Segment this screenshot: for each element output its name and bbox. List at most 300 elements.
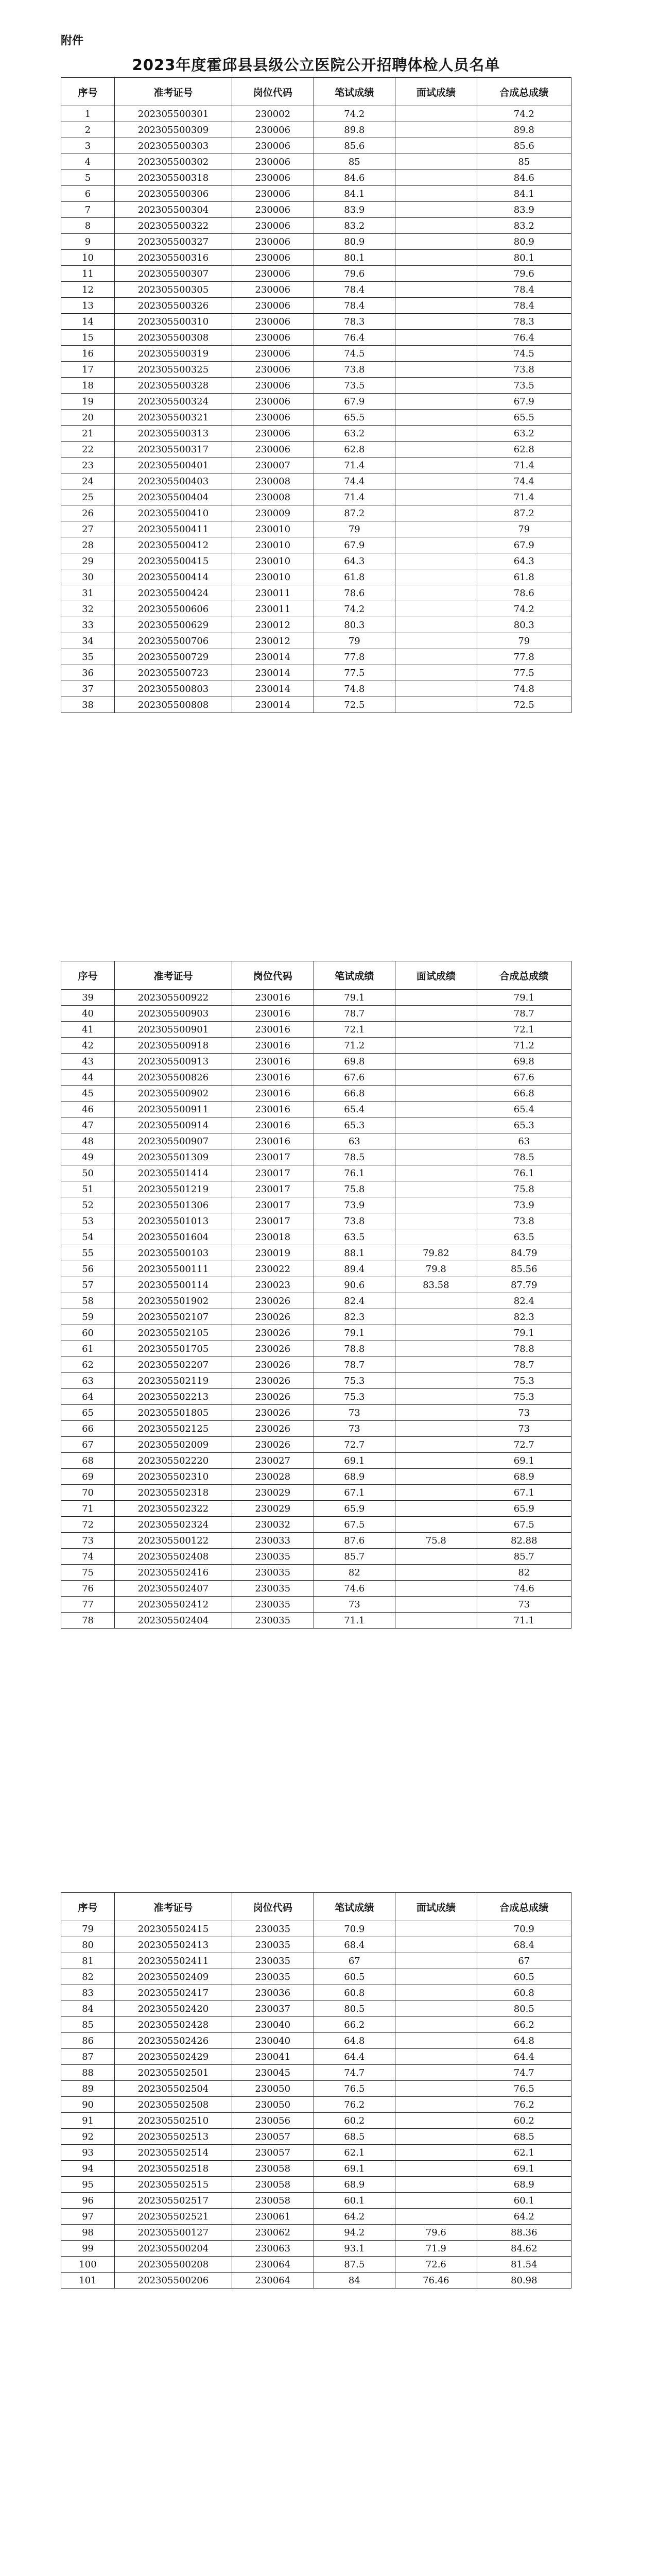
cell-total: 76.2 [477, 2097, 571, 2113]
cell-written: 73.8 [314, 1213, 395, 1229]
cell-ticket: 202305502324 [115, 1517, 232, 1533]
cell-interview: 76.46 [395, 2273, 477, 2289]
col-header-interview: 面试成绩 [395, 961, 477, 990]
cell-written: 80.5 [314, 2001, 395, 2017]
cell-written: 71.2 [314, 1038, 395, 1054]
cell-post-code: 230017 [232, 1213, 314, 1229]
cell-seq: 25 [61, 489, 115, 505]
cell-post-code: 230009 [232, 505, 314, 521]
table-row [61, 1501, 571, 1517]
cell-written: 62.8 [314, 442, 395, 457]
cell-written: 83.9 [314, 202, 395, 218]
table-row [61, 378, 571, 394]
table-row [61, 505, 571, 521]
cell-seq: 87 [61, 2049, 115, 2065]
cell-written: 94.2 [314, 2225, 395, 2241]
cell-total: 84.1 [477, 186, 571, 202]
cell-interview: 72.6 [395, 2257, 477, 2273]
cell-interview [395, 2033, 477, 2049]
cell-total: 78.3 [477, 314, 571, 330]
cell-seq: 37 [61, 681, 115, 697]
cell-interview [395, 489, 477, 505]
cell-written: 68.5 [314, 2129, 395, 2145]
cell-written: 74.2 [314, 601, 395, 617]
cell-ticket: 202305502105 [115, 1325, 232, 1341]
cell-seq: 76 [61, 1581, 115, 1597]
cell-interview [395, 1921, 477, 1937]
cell-interview [395, 1070, 477, 1086]
cell-ticket: 202305502504 [115, 2081, 232, 2097]
cell-interview [395, 202, 477, 218]
cell-interview [395, 1405, 477, 1421]
cell-seq: 92 [61, 2129, 115, 2145]
cell-written: 87.5 [314, 2257, 395, 2273]
cell-ticket: 202305500911 [115, 1101, 232, 1117]
cell-ticket: 202305500326 [115, 298, 232, 314]
cell-total: 61.8 [477, 569, 571, 585]
cell-post-code: 230011 [232, 601, 314, 617]
col-header-seq: 序号 [61, 78, 115, 106]
table-row [61, 346, 571, 362]
cell-seq: 96 [61, 2193, 115, 2209]
table-row [61, 1117, 571, 1133]
cell-total: 74.8 [477, 681, 571, 697]
cell-seq: 30 [61, 569, 115, 585]
cell-interview [395, 250, 477, 266]
cell-written: 67.6 [314, 1070, 395, 1086]
cell-written: 69.8 [314, 1054, 395, 1070]
cell-seq: 39 [61, 990, 115, 1006]
cell-total: 71.2 [477, 1038, 571, 1054]
cell-interview [395, 346, 477, 362]
table-header-row [61, 961, 571, 990]
cell-post-code: 230008 [232, 489, 314, 505]
table-row [61, 2081, 571, 2097]
cell-post-code: 230010 [232, 537, 314, 553]
cell-written: 74.8 [314, 681, 395, 697]
table-row [61, 1325, 571, 1341]
cell-post-code: 230006 [232, 330, 314, 346]
cell-total: 80.9 [477, 234, 571, 250]
cell-post-code: 230026 [232, 1405, 314, 1421]
cell-interview [395, 505, 477, 521]
cell-seq: 2 [61, 122, 115, 138]
cell-total: 65.9 [477, 1501, 571, 1517]
cell-post-code: 230064 [232, 2273, 314, 2289]
table-row [61, 1613, 571, 1629]
cell-interview [395, 1213, 477, 1229]
cell-written: 63 [314, 1133, 395, 1149]
cell-total: 79.6 [477, 266, 571, 282]
cell-total: 79.1 [477, 990, 571, 1006]
cell-interview [395, 1197, 477, 1213]
cell-written: 72.1 [314, 1022, 395, 1038]
cell-interview [395, 186, 477, 202]
cell-interview [395, 1309, 477, 1325]
table-row [61, 1373, 571, 1389]
cell-post-code: 230014 [232, 665, 314, 681]
cell-post-code: 230016 [232, 990, 314, 1006]
cell-seq: 35 [61, 649, 115, 665]
table-row [61, 2225, 571, 2241]
cell-ticket: 202305500316 [115, 250, 232, 266]
cell-interview [395, 1985, 477, 2001]
table-row [61, 202, 571, 218]
cell-ticket: 202305502413 [115, 1937, 232, 1953]
cell-total: 67.5 [477, 1517, 571, 1533]
table-row [61, 1054, 571, 1070]
cell-post-code: 230006 [232, 282, 314, 298]
cell-seq: 89 [61, 2081, 115, 2097]
cell-post-code: 230026 [232, 1389, 314, 1405]
cell-written: 75.3 [314, 1373, 395, 1389]
cell-total: 75.3 [477, 1389, 571, 1405]
cell-seq: 10 [61, 250, 115, 266]
cell-interview [395, 1501, 477, 1517]
cell-ticket: 202305502318 [115, 1485, 232, 1501]
table-row [61, 2257, 571, 2273]
cell-total: 63 [477, 1133, 571, 1149]
cell-ticket: 202305500308 [115, 330, 232, 346]
table-row [61, 1597, 571, 1613]
cell-post-code: 230026 [232, 1293, 314, 1309]
cell-post-code: 230010 [232, 569, 314, 585]
cell-written: 73.9 [314, 1197, 395, 1213]
cell-ticket: 202305500103 [115, 1245, 232, 1261]
cell-ticket: 202305500206 [115, 2273, 232, 2289]
cell-interview [395, 569, 477, 585]
cell-interview [395, 2081, 477, 2097]
cell-post-code: 230035 [232, 1921, 314, 1937]
cell-ticket: 202305502521 [115, 2209, 232, 2225]
cell-seq: 65 [61, 1405, 115, 1421]
table-row [61, 426, 571, 442]
cell-total: 64.2 [477, 2209, 571, 2225]
cell-total: 79 [477, 521, 571, 537]
cell-total: 77.8 [477, 649, 571, 665]
table-row [61, 1165, 571, 1181]
cell-total: 78.4 [477, 298, 571, 314]
table-row [61, 282, 571, 298]
cell-interview [395, 665, 477, 681]
cell-written: 85 [314, 154, 395, 170]
cell-total: 69.1 [477, 2161, 571, 2177]
col-header-total: 合成总成绩 [477, 961, 571, 990]
cell-total: 64.4 [477, 2049, 571, 2065]
cell-ticket: 202305500826 [115, 1070, 232, 1086]
table-row [61, 2049, 571, 2065]
cell-total: 71.4 [477, 489, 571, 505]
cell-seq: 61 [61, 1341, 115, 1357]
cell-written: 89.4 [314, 1261, 395, 1277]
cell-ticket: 202305502420 [115, 2001, 232, 2017]
cell-interview [395, 585, 477, 601]
cell-written: 69.1 [314, 1453, 395, 1469]
candidate-table-part-2 [61, 961, 571, 1629]
cell-total: 78.7 [477, 1357, 571, 1373]
cell-post-code: 230006 [232, 154, 314, 170]
cell-ticket: 202305500723 [115, 665, 232, 681]
table-row [61, 1277, 571, 1293]
cell-written: 78.8 [314, 1341, 395, 1357]
cell-ticket: 202305500317 [115, 442, 232, 457]
col-header-post-code: 岗位代码 [232, 1893, 314, 1921]
cell-written: 67.9 [314, 537, 395, 553]
cell-post-code: 230033 [232, 1533, 314, 1549]
table-row [61, 218, 571, 234]
cell-ticket: 202305500403 [115, 473, 232, 489]
cell-interview [395, 1341, 477, 1357]
table-row [61, 266, 571, 282]
table-row [61, 362, 571, 378]
cell-post-code: 230006 [232, 394, 314, 410]
cell-ticket: 202305502501 [115, 2065, 232, 2081]
cell-written: 65.9 [314, 1501, 395, 1517]
table-row [61, 457, 571, 473]
cell-interview [395, 681, 477, 697]
cell-ticket: 202305500319 [115, 346, 232, 362]
cell-written: 75.8 [314, 1181, 395, 1197]
cell-interview [395, 1937, 477, 1953]
cell-interview [395, 1597, 477, 1613]
cell-total: 87.79 [477, 1277, 571, 1293]
cell-ticket: 202305500114 [115, 1277, 232, 1293]
table-row [61, 521, 571, 537]
cell-written: 64.8 [314, 2033, 395, 2049]
cell-seq: 57 [61, 1277, 115, 1293]
cell-total: 82.3 [477, 1309, 571, 1325]
cell-post-code: 230035 [232, 1937, 314, 1953]
cell-interview [395, 649, 477, 665]
table-row [61, 649, 571, 665]
cell-written: 64.3 [314, 553, 395, 569]
table-row [61, 1229, 571, 1245]
cell-post-code: 230014 [232, 681, 314, 697]
cell-ticket: 202305500127 [115, 2225, 232, 2241]
table-row [61, 1405, 571, 1421]
cell-ticket: 202305501219 [115, 1181, 232, 1197]
cell-written: 65.5 [314, 410, 395, 426]
cell-post-code: 230014 [232, 649, 314, 665]
cell-seq: 99 [61, 2241, 115, 2257]
cell-seq: 73 [61, 1533, 115, 1549]
cell-written: 79.1 [314, 1325, 395, 1341]
cell-post-code: 230057 [232, 2145, 314, 2161]
cell-total: 65.3 [477, 1117, 571, 1133]
cell-total: 77.5 [477, 665, 571, 681]
cell-interview [395, 1022, 477, 1038]
cell-seq: 84 [61, 2001, 115, 2017]
cell-seq: 27 [61, 521, 115, 537]
cell-total: 71.4 [477, 457, 571, 473]
table-row [61, 1149, 571, 1165]
table-header-row [61, 78, 571, 106]
cell-ticket: 202305501306 [115, 1197, 232, 1213]
table-row [61, 1937, 571, 1953]
cell-total: 84.62 [477, 2241, 571, 2257]
cell-post-code: 230026 [232, 1309, 314, 1325]
cell-written: 82.3 [314, 1309, 395, 1325]
cell-interview [395, 2097, 477, 2113]
cell-ticket: 202305500729 [115, 649, 232, 665]
table-row [61, 2113, 571, 2129]
cell-written: 61.8 [314, 569, 395, 585]
cell-interview [395, 1325, 477, 1341]
cell-ticket: 202305500304 [115, 202, 232, 218]
table-row [61, 2241, 571, 2257]
cell-seq: 74 [61, 1549, 115, 1565]
cell-post-code: 230017 [232, 1181, 314, 1197]
table-row [61, 1921, 571, 1937]
cell-interview [395, 473, 477, 489]
cell-seq: 54 [61, 1229, 115, 1245]
candidate-table-part-1 [61, 77, 571, 713]
cell-interview [395, 633, 477, 649]
cell-interview [395, 234, 477, 250]
document-title: 2023年度霍邱县县级公立医院公开招聘体检人员名单 [132, 56, 500, 74]
col-header-interview: 面试成绩 [395, 78, 477, 106]
cell-total: 73 [477, 1421, 571, 1437]
cell-seq: 78 [61, 1613, 115, 1629]
col-header-ticket: 准考证号 [115, 961, 232, 990]
cell-total: 82.88 [477, 1533, 571, 1549]
table-row [61, 1133, 571, 1149]
cell-seq: 41 [61, 1022, 115, 1038]
cell-total: 80.5 [477, 2001, 571, 2017]
cell-interview [395, 1389, 477, 1405]
cell-ticket: 202305500301 [115, 106, 232, 122]
cell-written: 79 [314, 633, 395, 649]
cell-ticket: 202305500325 [115, 362, 232, 378]
cell-total: 74.2 [477, 106, 571, 122]
cell-written: 60.2 [314, 2113, 395, 2129]
cell-written: 79 [314, 521, 395, 537]
cell-total: 68.9 [477, 2177, 571, 2193]
cell-interview [395, 537, 477, 553]
cell-post-code: 230026 [232, 1357, 314, 1373]
cell-interview: 79.6 [395, 2225, 477, 2241]
cell-post-code: 230062 [232, 2225, 314, 2241]
table-row [61, 569, 571, 585]
cell-seq: 8 [61, 218, 115, 234]
cell-ticket: 202305502125 [115, 1421, 232, 1437]
cell-written: 90.6 [314, 1277, 395, 1293]
cell-total: 69.8 [477, 1054, 571, 1070]
cell-ticket: 202305502417 [115, 1985, 232, 2001]
cell-post-code: 230012 [232, 617, 314, 633]
cell-interview [395, 2209, 477, 2225]
table-row [61, 1565, 571, 1581]
cell-total: 67.9 [477, 394, 571, 410]
cell-post-code: 230006 [232, 426, 314, 442]
cell-seq: 88 [61, 2065, 115, 2081]
cell-total: 74.7 [477, 2065, 571, 2081]
cell-ticket: 202305502408 [115, 1549, 232, 1565]
cell-post-code: 230057 [232, 2129, 314, 2145]
cell-written: 69.1 [314, 2161, 395, 2177]
col-header-interview: 面试成绩 [395, 1893, 477, 1921]
cell-seq: 22 [61, 442, 115, 457]
cell-written: 87.6 [314, 1533, 395, 1549]
cell-written: 67.9 [314, 394, 395, 410]
cell-total: 75.3 [477, 1373, 571, 1389]
cell-interview [395, 2129, 477, 2145]
table-row [61, 1261, 571, 1277]
cell-written: 71.1 [314, 1613, 395, 1629]
cell-seq: 66 [61, 1421, 115, 1437]
cell-ticket: 202305502428 [115, 2017, 232, 2033]
cell-interview [395, 122, 477, 138]
cell-seq: 34 [61, 633, 115, 649]
cell-seq: 62 [61, 1357, 115, 1373]
cell-ticket: 202305500913 [115, 1054, 232, 1070]
table-row [61, 2097, 571, 2113]
cell-ticket: 202305502415 [115, 1921, 232, 1937]
cell-written: 67.1 [314, 1485, 395, 1501]
cell-total: 74.4 [477, 473, 571, 489]
cell-interview [395, 1086, 477, 1101]
cell-total: 60.5 [477, 1969, 571, 1985]
cell-written: 78.4 [314, 282, 395, 298]
cell-written: 78.3 [314, 314, 395, 330]
cell-ticket: 202305502426 [115, 2033, 232, 2049]
cell-seq: 51 [61, 1181, 115, 1197]
table-row [61, 1549, 571, 1565]
cell-ticket: 202305500303 [115, 138, 232, 154]
cell-total: 88.36 [477, 2225, 571, 2241]
cell-total: 69.1 [477, 1453, 571, 1469]
table-row [61, 1070, 571, 1086]
cell-ticket: 202305502411 [115, 1953, 232, 1969]
cell-seq: 46 [61, 1101, 115, 1117]
cell-post-code: 230016 [232, 1006, 314, 1022]
cell-interview [395, 1469, 477, 1485]
table-row [61, 2017, 571, 2033]
cell-ticket: 202305502515 [115, 2177, 232, 2193]
cell-total: 73.5 [477, 378, 571, 394]
cell-total: 74.2 [477, 601, 571, 617]
cell-written: 70.9 [314, 1921, 395, 1937]
table-row [61, 1357, 571, 1373]
table-row [61, 2145, 571, 2161]
cell-seq: 14 [61, 314, 115, 330]
cell-interview: 75.8 [395, 1533, 477, 1549]
cell-ticket: 202305500111 [115, 1261, 232, 1277]
cell-interview [395, 2177, 477, 2193]
cell-total: 60.1 [477, 2193, 571, 2209]
cell-seq: 26 [61, 505, 115, 521]
cell-total: 79 [477, 633, 571, 649]
cell-seq: 28 [61, 537, 115, 553]
cell-ticket: 202305500415 [115, 553, 232, 569]
table-row [61, 489, 571, 505]
cell-seq: 71 [61, 1501, 115, 1517]
table-row [61, 1533, 571, 1549]
cell-interview [395, 442, 477, 457]
cell-seq: 5 [61, 170, 115, 186]
cell-total: 76.1 [477, 1165, 571, 1181]
cell-ticket: 202305502514 [115, 2145, 232, 2161]
cell-ticket: 202305500922 [115, 990, 232, 1006]
cell-total: 65.5 [477, 410, 571, 426]
cell-post-code: 230006 [232, 266, 314, 282]
cell-total: 60.2 [477, 2113, 571, 2129]
cell-post-code: 230026 [232, 1437, 314, 1453]
cell-ticket: 202305502207 [115, 1357, 232, 1373]
cell-seq: 50 [61, 1165, 115, 1181]
cell-total: 68.4 [477, 1937, 571, 1953]
cell-post-code: 230026 [232, 1325, 314, 1341]
